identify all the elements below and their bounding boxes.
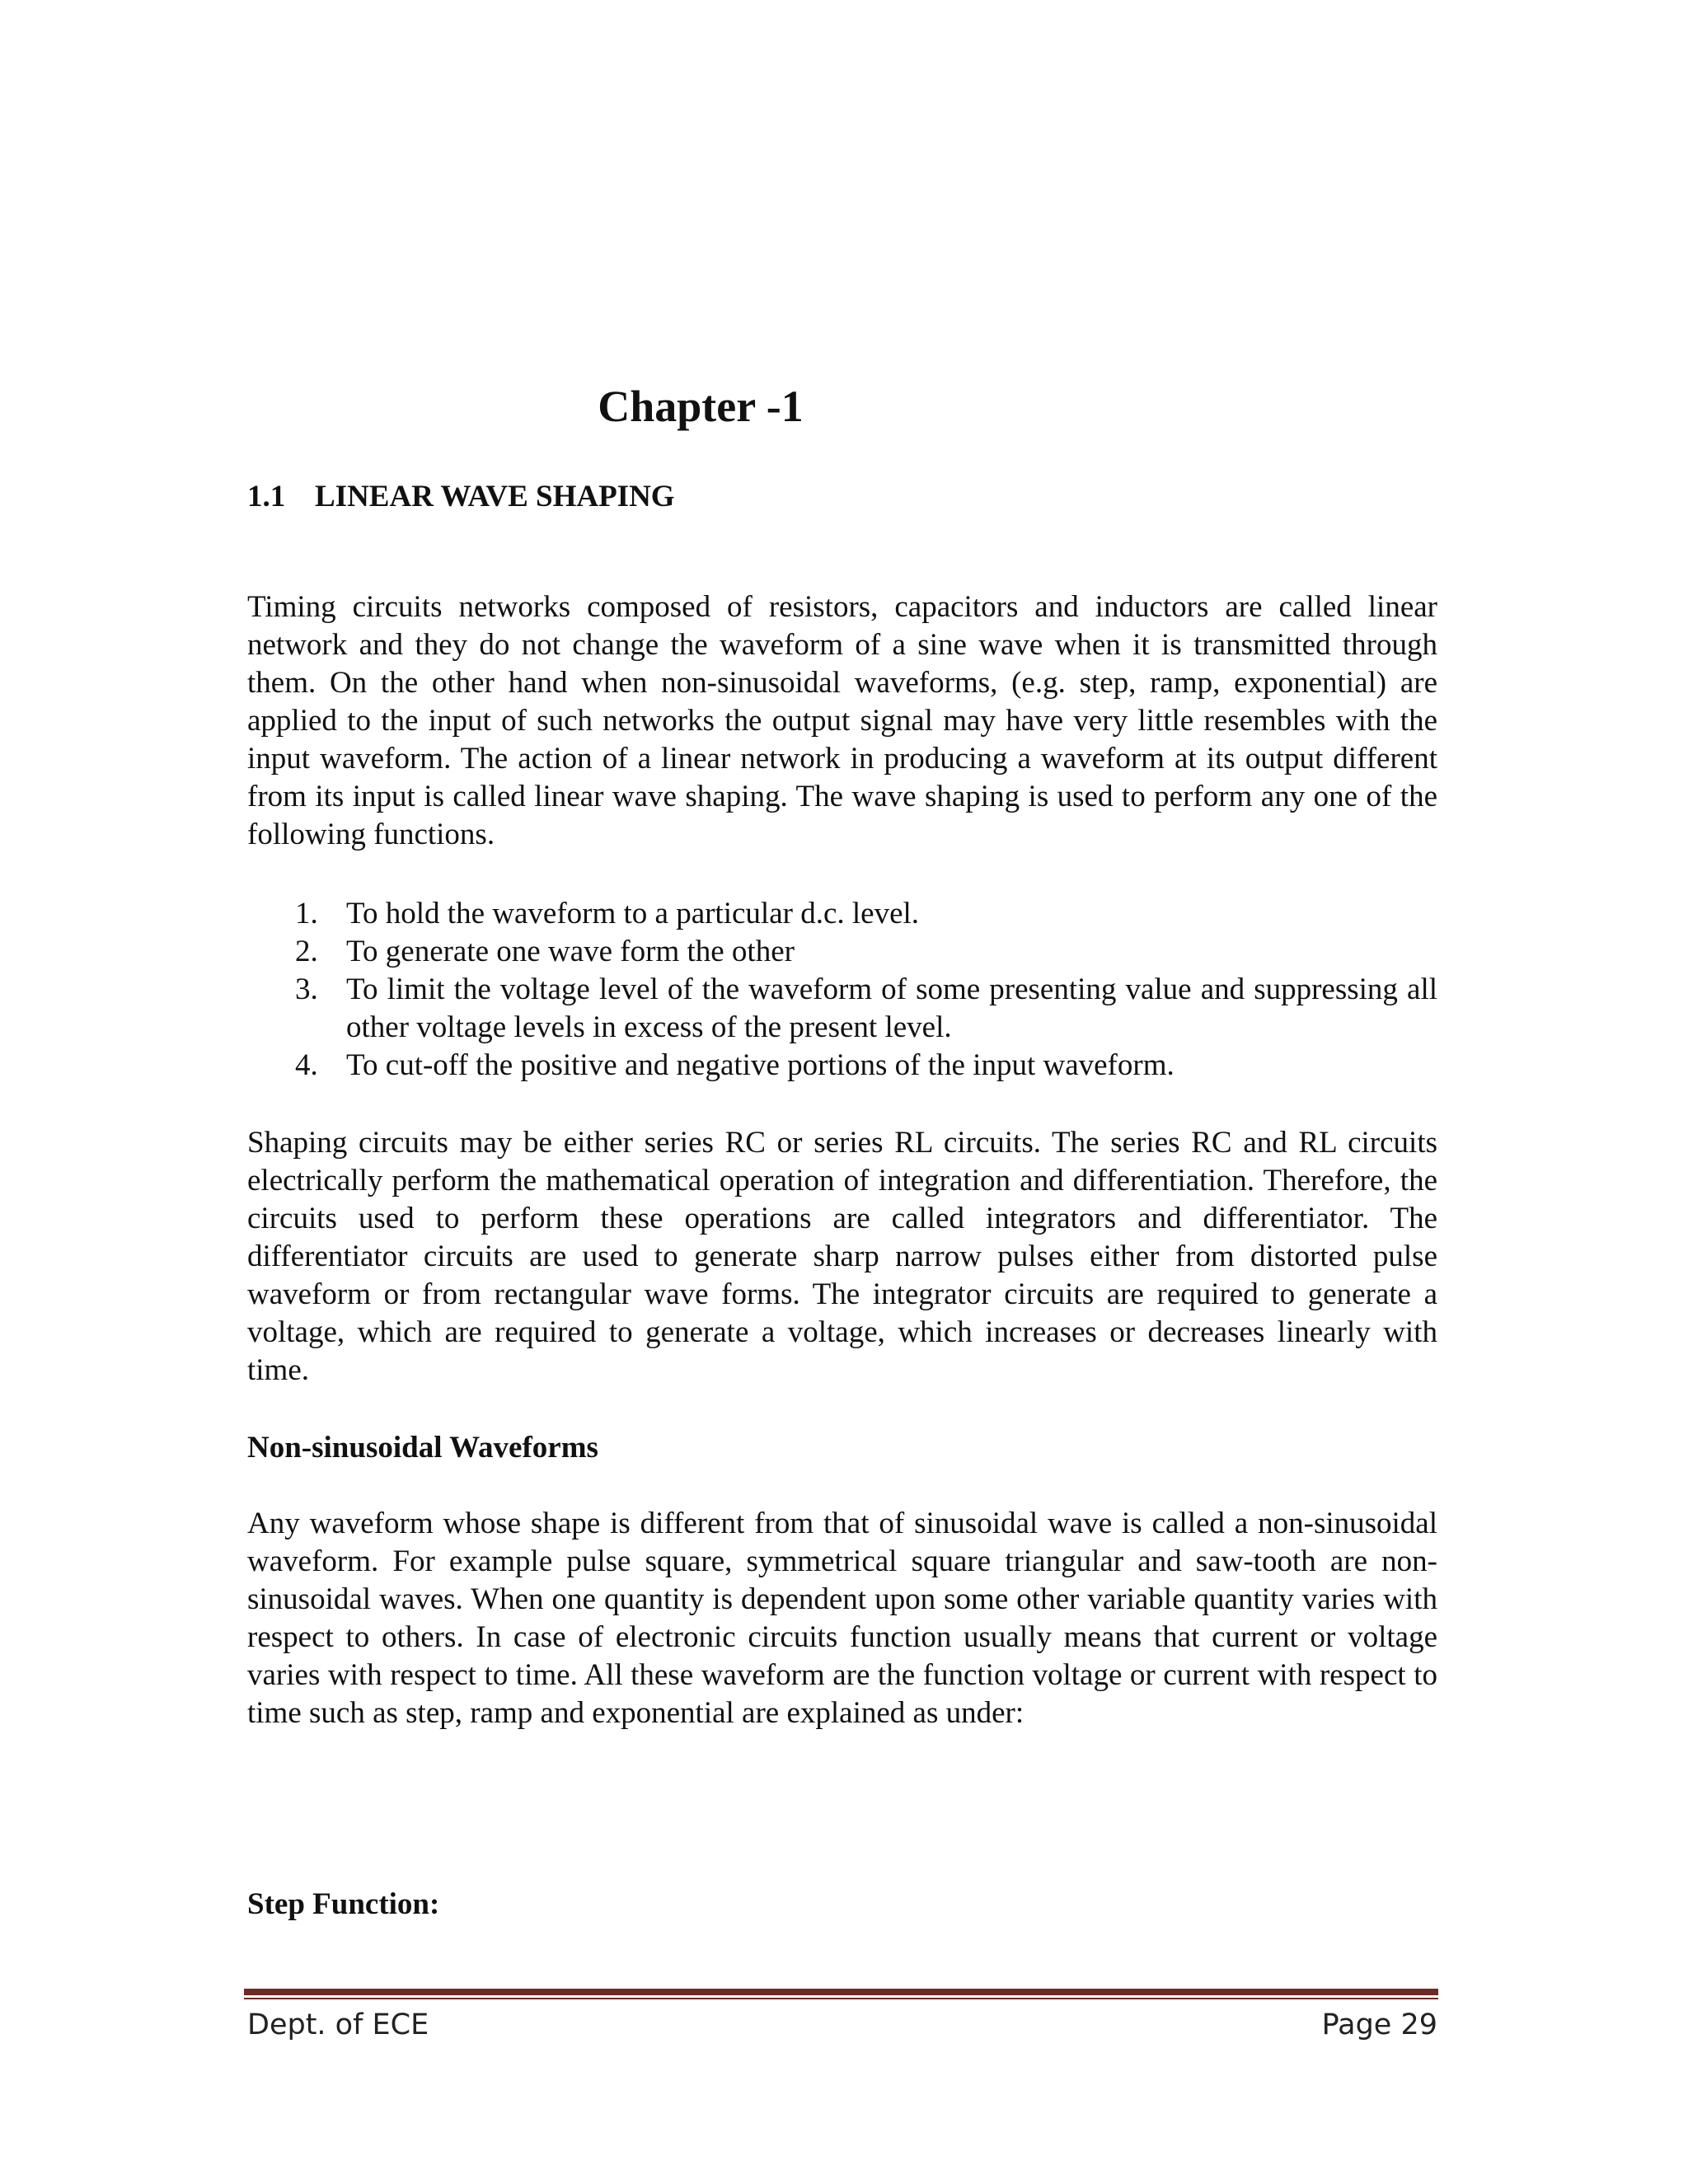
list-item [247, 933, 1437, 971]
list-item-text: To cut-off the positive and negative portions of the input waveform. [346, 1048, 1175, 1082]
footer-rule-thick [244, 1989, 1438, 1995]
footer-page-number: Page 29 [1321, 2008, 1437, 2041]
intro-paragraph: Timing circuits networks composed of resistors, capacitors and inductors are called linear network and they do not change the waveform of a sine wave when it is transmitted through them. On the other hand when non-sinusoidal waveforms, (e.g. step, ramp, exponential) are applied to the input of such networks the output signal may have very little resembles with the input waveform. The action of a linear network in producing a waveform at its output different from its input is called linear wave shaping. The wave shaping is used to perform any one of the following functions. [247, 590, 1437, 851]
shaping-circuits-paragraph: Shaping circuits may be either series RC or series RL circuits. The series RC and RL circuits electrically perform the mathematical operation of integration and differentiation. Therefore, the circuits used to perform these operations are called integrators and differentiator. The differentiator circuits are used to generate sharp narrow pulses either from distorted pulse waveform or from rectangular wave forms. The integrator circuits are required to generate a voltage, which are required to generate a voltage, which increases or decreases linearly with time. [247, 1126, 1437, 1387]
list-item-marker: 1. [295, 897, 318, 930]
footer-department: Dept. of ECE [247, 2008, 429, 2041]
section-title: LINEAR WAVE SHAPING [315, 480, 675, 513]
list-item-marker: 4. [295, 1048, 318, 1082]
list-item-marker: 3. [295, 972, 318, 1006]
list-item-marker: 2. [295, 935, 318, 968]
list-item [247, 1047, 1437, 1085]
non-sinusoidal-paragraph: Any waveform whose shape is different from that of sinusoidal wave is called a non-sinusoidal waveform. For example pulse square, symmetrical square triangular and saw-tooth are non-sinusoidal waves. When one quantity is dependent upon some other variable quantity varies with respect to others. In case of electronic circuits function usually means that current or voltage varies with respect to time. All these waveform are the function voltage or current with respect to time such as step, ramp and exponential are explained as under: [247, 1507, 1437, 1730]
non-sinusoidal-heading: Non-sinusoidal Waveforms [247, 1431, 598, 1465]
list-item-text: To limit the voltage level of the waveform of some presenting value and suppressing all other voltage levels in excess of the present level. [346, 972, 1437, 1044]
step-function-heading: Step Function: [247, 1887, 440, 1921]
list-item [247, 895, 1437, 933]
section-heading [247, 476, 675, 518]
list-item [247, 971, 1437, 1047]
functions-list [247, 895, 1437, 1085]
chapter-title: Chapter -1 [598, 382, 804, 431]
list-item-text: To hold the waveform to a particular d.c. level. [346, 897, 920, 930]
list-item-text: To generate one wave form the other [346, 935, 795, 968]
section-number: 1.1 [247, 480, 286, 513]
footer-rule-thin [244, 1998, 1438, 1999]
